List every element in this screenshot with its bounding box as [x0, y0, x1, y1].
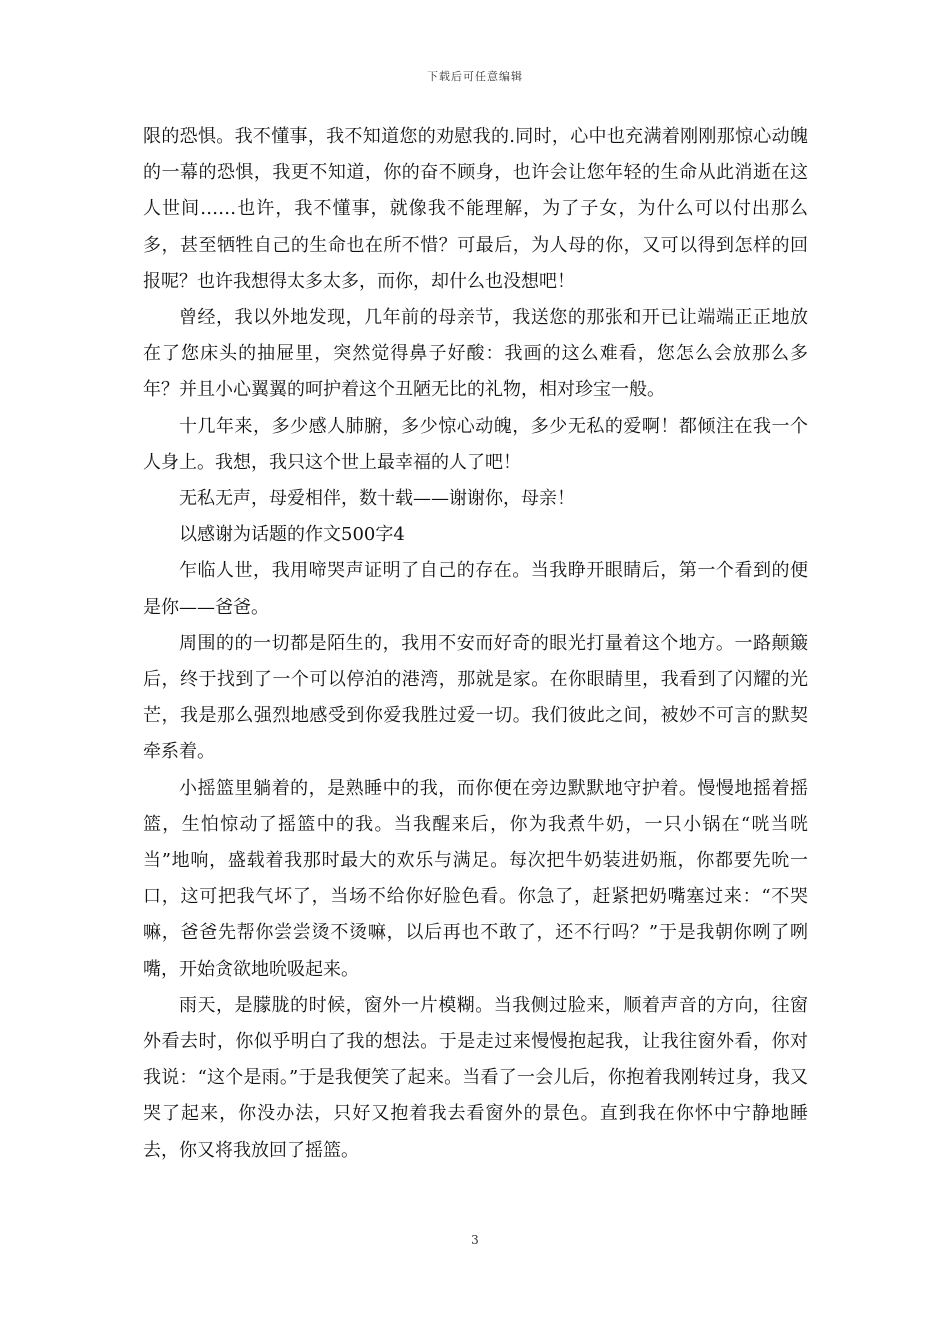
paragraph-6: 乍临人世，我用啼哭声证明了自己的存在。当我睁开眼睛后，第一个看到的便是你——爸爸。: [143, 560, 808, 618]
paragraph-7: 周围的的一切都是陌生的，我用不安而好奇的眼光打量着这个地方。一路颠簸后，终于找到了一个可以停泊的港湾，那就是家。在你眼睛里，我看到了闪耀的光芒，我是那么强烈地感受到你爱我胜过爱一切。我们彼此之间，被妙不可言的默契牵系着。: [143, 632, 808, 763]
page-header: 下载后可任意编辑: [427, 70, 523, 83]
paragraph-3: 十几年来，多少感人肺腑，多少惊心动魄，多少无私的爱啊！都倾注在我一个人身上。我想，我只这个世上最幸福的人了吧！: [143, 415, 808, 473]
document-body: [143, 119, 808, 1169]
section-heading: 以感谢为话题的作文500字4: [179, 524, 405, 546]
paragraph-2: 曾经，我以外地发现，几年前的母亲节，我送您的那张和开已让端端正正地放在了您床头的抽屉里，突然觉得鼻子好酸：我画的这么难看，您怎么会放那么多年？并且小心翼翼的呵护着这个丑陋无比的礼物，相对珍宝一般。: [143, 307, 808, 401]
paragraph-4: 无私无声，母爱相伴，数十载——谢谢你，母亲！: [179, 488, 575, 510]
paragraph-9: 雨天，是朦胧的时候，窗外一片模糊。当我侧过脸来，顺着声音的方向，往窗外看去时，你似乎明白了我的想法。于是走过来慢慢抱起我，让我往窗外看，你对我说：“这个是雨。”于是我便笑了起来。当看了一会儿后，你抱着我刚转过身，我又哭了起来，你没办法，只好又抱着我去看窗外的景色。直到我在你怀中宁静地睡去，你又将我放回了摇篮。: [143, 994, 808, 1161]
paragraph-1: 限的恐惧。我不懂事，我不知道您的劝慰我的.同时，心中也充满着刚刚那惊心动魄的一幕的恐惧，我更不知道，你的奋不顾身，也许会让您年轻的生命从此消逝在这人世间……也许，我不懂事，就像我不能理解，为了子女，为什么可以付出那么多，甚至牺牲自己的生命也在所不惜？可最后，为人母的你，又可以得到怎样的回报呢？也许我想得太多太多，而你，却什么也没想吧！: [143, 126, 808, 292]
page-number: 3: [471, 1233, 479, 1247]
paragraph-8: 小摇篮里躺着的，是熟睡中的我，而你便在旁边默默地守护着。慢慢地摇着摇篮，生怕惊动了摇篮中的我。当我醒来后，你为我煮牛奶，一只小锅在“咣当咣当”地响，盛载着我那时最大的欢乐与满足。每次把牛奶装进奶瓶，你都要先吮一口，这可把我气坏了，当场不给你好脸色看。你急了，赶紧把奶嘴塞过来：“不哭嘛，爸爸先帮你尝尝烫不烫嘛，以后再也不敢了，还不行吗？”于是我朝你咧了咧嘴，开始贪欲地吮吸起来。: [143, 777, 808, 980]
